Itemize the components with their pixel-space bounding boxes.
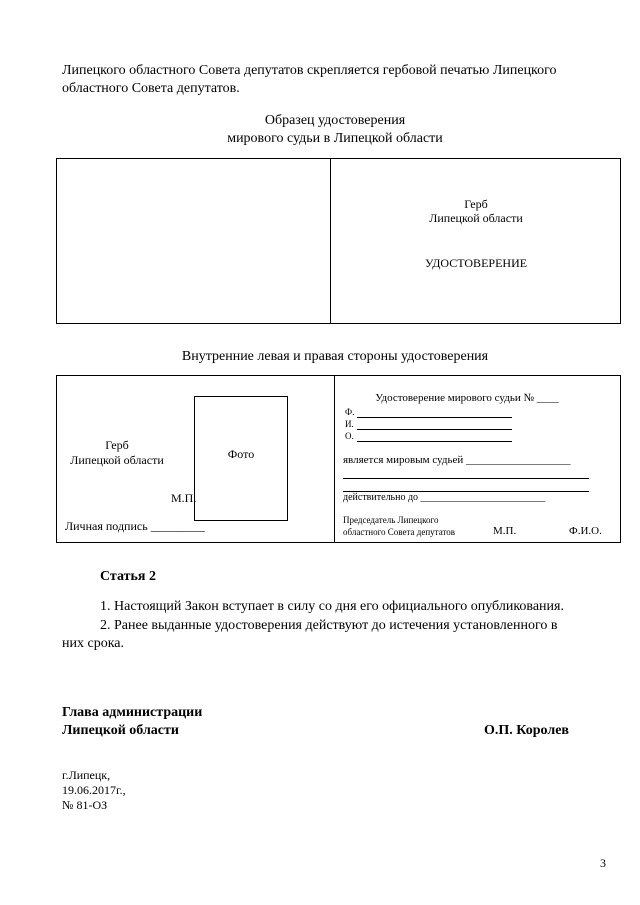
- inner-left-mp: М.П.: [171, 491, 197, 505]
- inner-coat-line-1: Герб: [105, 438, 129, 452]
- cover-coat-line-1: Герб: [464, 197, 488, 211]
- footer-city: г.Липецк,: [62, 768, 111, 782]
- sample-title-line-2: мирового судьи в Липецкой области: [227, 131, 443, 146]
- footer-date: 19.06.2017г.,: [62, 783, 126, 797]
- personal-signature: Личная подпись _________: [65, 519, 205, 533]
- inner-right-mp: М.П.: [493, 525, 517, 537]
- line-i: [357, 429, 512, 430]
- article-p2-line-1: 2. Ранее выданные удостоверения действуют до истечения установленного в: [100, 618, 558, 633]
- page-number: 3: [600, 856, 606, 870]
- cover-divider: [330, 159, 331, 323]
- inner-coat-line-2: Липецкой области: [70, 453, 164, 467]
- line-o: [357, 441, 512, 442]
- signatory-line-2: Липецкой области: [62, 723, 179, 738]
- cover-box: [56, 158, 621, 324]
- label-f: Ф.: [345, 407, 355, 417]
- chair-line-2: областного Совета депутатов: [343, 527, 456, 537]
- article-p1: 1. Настоящий Закон вступает в силу со дня его официального опубликования.: [100, 599, 564, 614]
- photo-frame: [194, 396, 288, 521]
- valid-until: действительно до _________________________: [343, 492, 546, 503]
- extra-line-1: [343, 478, 589, 479]
- cover-title: УДОСТОВЕРЕНИЕ: [424, 256, 528, 270]
- intro-line-1: Липецкого областного Совета депутатов скрепляется гербовой печатью Липецкого: [62, 63, 557, 78]
- footer-number: № 81-ОЗ: [62, 798, 108, 812]
- line-f: [357, 417, 512, 418]
- inner-right-fio: Ф.И.О.: [569, 525, 602, 537]
- signatory-name: О.П. Королев: [484, 723, 569, 738]
- photo-label: Фото: [227, 447, 255, 461]
- label-i: И.: [345, 419, 354, 429]
- signatory-line-1: Глава администрации: [62, 705, 203, 720]
- article-p2-line-2: них срока.: [62, 636, 125, 651]
- cover-coat-line-2: Липецкой области: [429, 211, 523, 225]
- label-o: О.: [345, 431, 354, 441]
- chair-line-1: Председатель Липецкого: [343, 515, 439, 525]
- inner-title: Внутренние левая и правая стороны удостоверения: [181, 349, 489, 364]
- inner-box: [56, 375, 621, 543]
- id-heading: Удостоверение мирового судьи № ____: [375, 392, 559, 404]
- intro-line-2: областного Совета депутатов.: [62, 81, 240, 96]
- sample-title-line-1: Образец удостоверения: [264, 113, 406, 128]
- article-title: Статья 2: [100, 569, 156, 584]
- is-judge-line: является мировым судьей ___________________: [343, 454, 571, 466]
